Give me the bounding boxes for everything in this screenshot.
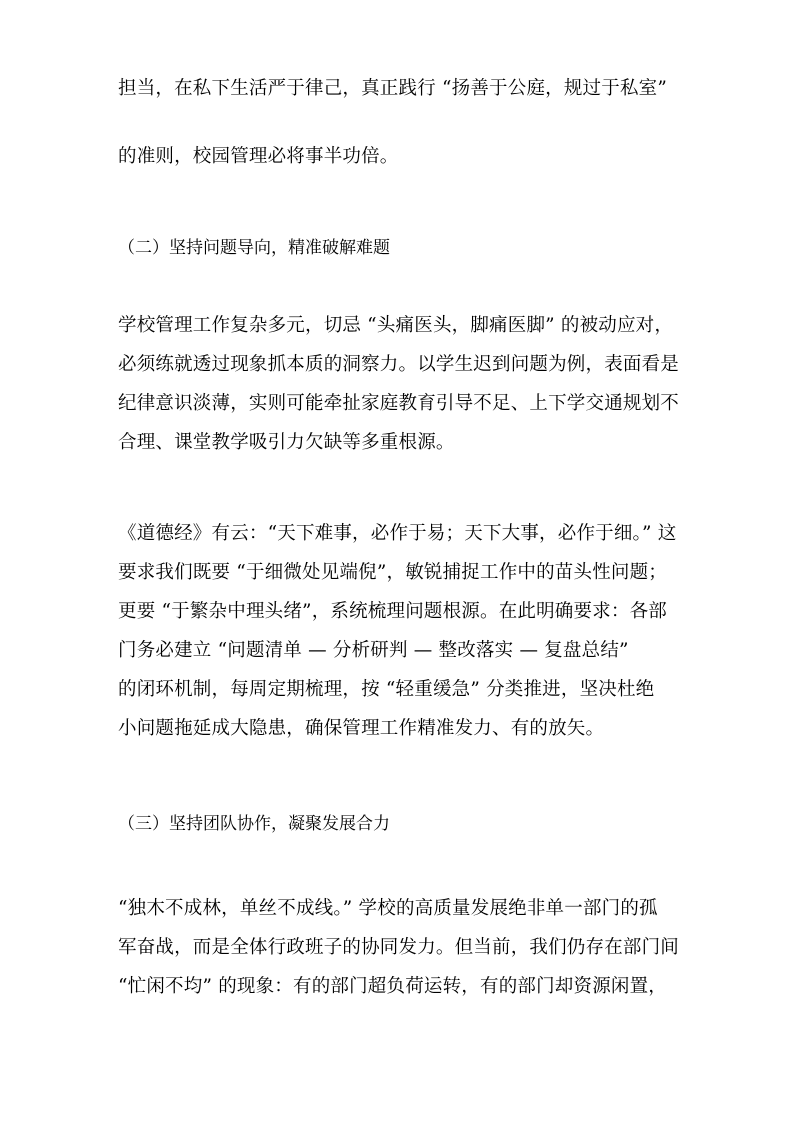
paragraph-3-line-3: 更要 “于繁杂中理头绪”，系统梳理问题根源。在此明确要求：各部 <box>118 601 667 622</box>
paragraph-3-line-1: 《道德经》有云：“天下难事，必作于易；天下大事，必作于细。” 这 <box>118 523 677 544</box>
paragraph-3-line-5: 的闭环机制，每周定期梳理，按 “轻重缓急” 分类推进，坚决杜绝 <box>118 679 655 700</box>
section-heading-2: （二）坚持问题导向，精准破解难题 <box>118 238 390 258</box>
paragraph-3-line-4: 门务必建立 “问题清单 — 分析研判 — 整改落实 — 复盘总结” <box>118 640 629 661</box>
paragraph-3-line-6: 小问题拖延成大隐患，确保管理工作精准发力、有的放矢。 <box>118 718 605 739</box>
paragraph-4-line-2: 军奋战，而是全体行政班子的协同发力。但当前，我们仍存在部门间 <box>118 937 680 958</box>
paragraph-2-line-3: 纪律意识淡薄，实则可能牵扯家庭教育引导不足、上下学交通规划不 <box>118 393 680 414</box>
section-heading-3: （三）坚持团队协作，凝聚发展合力 <box>118 814 390 834</box>
paragraph-1-line-1: 担当，在私下生活严于律己，真正践行 “扬善于公庭，规过于私室” <box>118 78 667 99</box>
paragraph-1-line-2: 的准则，校园管理必将事半功倍。 <box>118 146 399 167</box>
paragraph-3-line-2: 要求我们既要 “于细微处见端倪”，敏锐捕捉工作中的苗头性问题； <box>118 562 667 583</box>
paragraph-2-line-4: 合理、课堂教学吸引力欠缺等多重根源。 <box>118 432 455 453</box>
paragraph-2-line-1: 学校管理工作复杂多元，切忌 “头痛医头，脚痛医脚” 的被动应对， <box>118 315 674 336</box>
paragraph-4-line-3: “忙闲不均” 的现象：有的部门超负荷运转，有的部门却资源闲置， <box>118 976 667 997</box>
paragraph-4-line-1: “独木不成林，单丝不成线。” 学校的高质量发展绝非单一部门的孤 <box>118 898 658 919</box>
paragraph-2-line-2: 必须练就透过现象抓本质的洞察力。以学生迟到问题为例，表面看是 <box>118 354 680 375</box>
